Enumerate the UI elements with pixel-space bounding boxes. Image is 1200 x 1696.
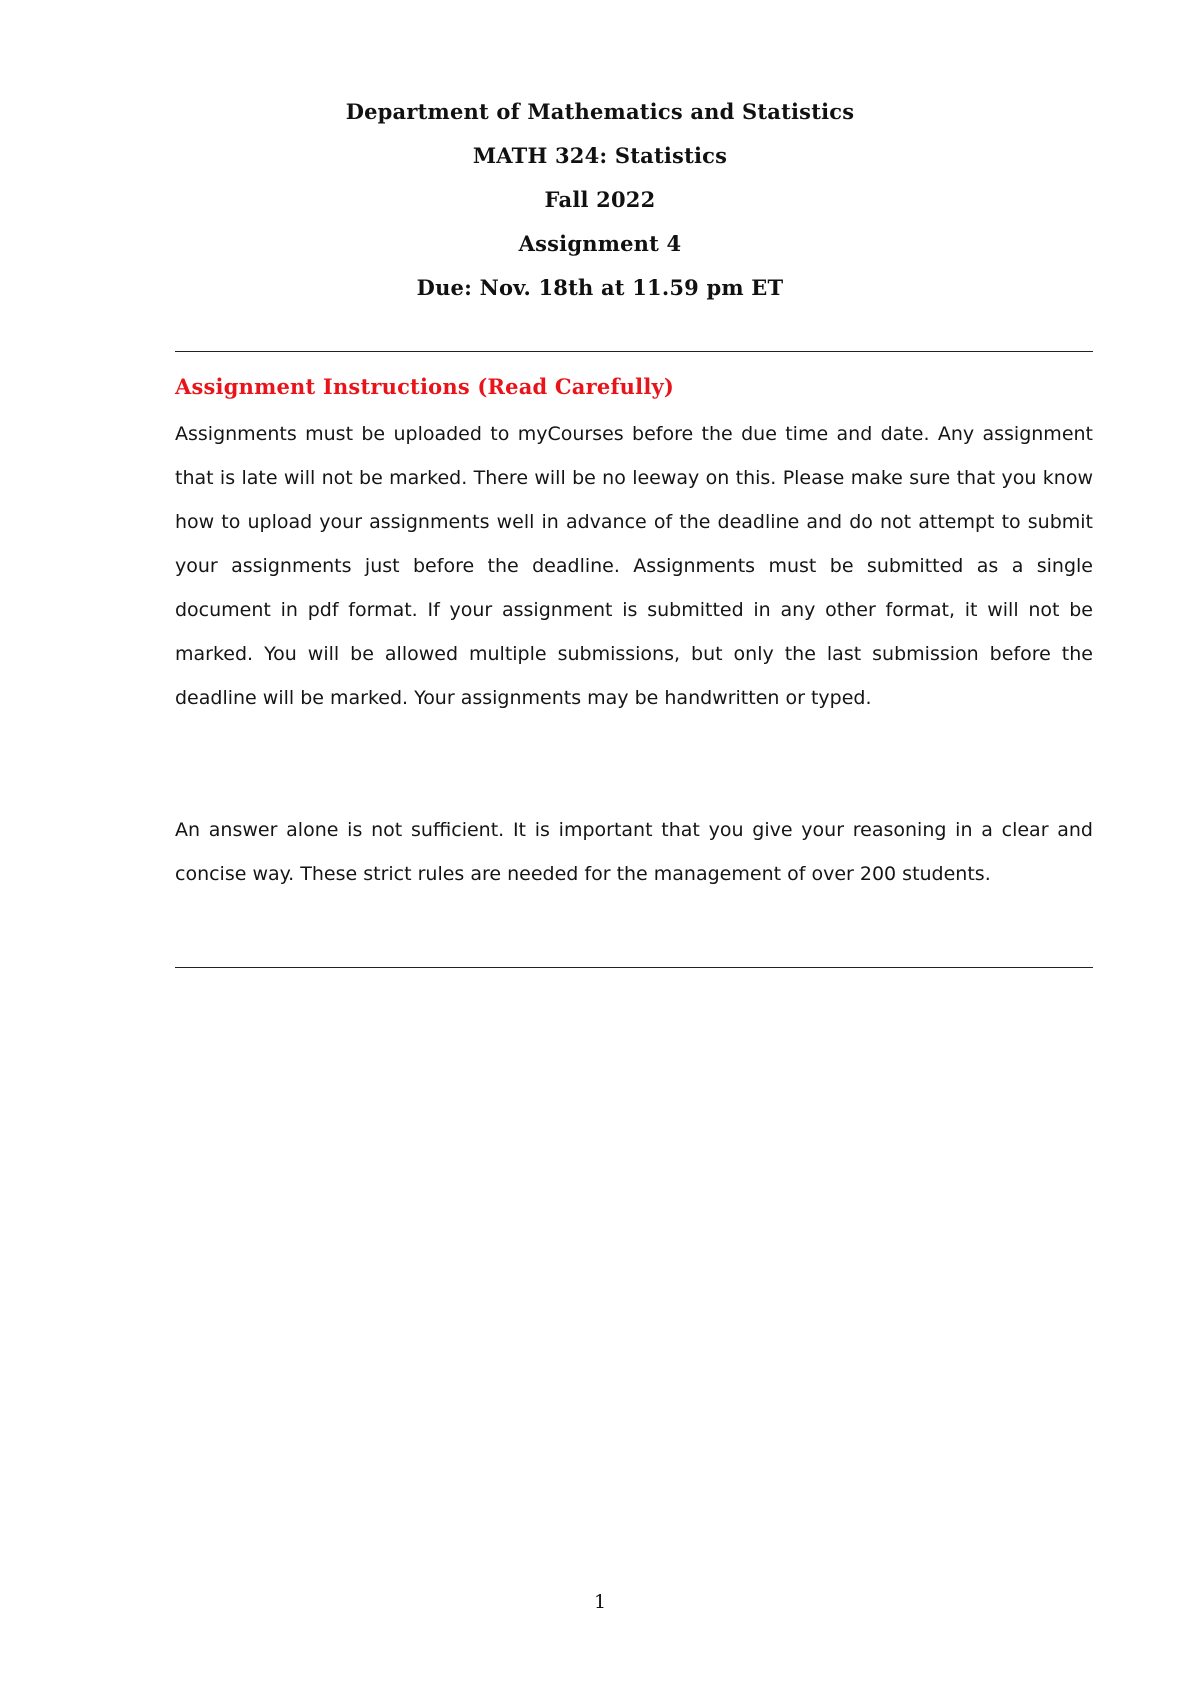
due-date: Due: Nov. 18th at 11.59 pm ET [416, 275, 784, 300]
instructions-paragraph-2: An answer alone is not sufficient. It is important that you give your reasoning in a clear and concise way. These strict rules are needed for the management of over 200 students. [175, 819, 1093, 885]
instructions-paragraph-1: Assignments must be uploaded to myCourses before the due time and date. Any assignment that is late will not be marked. There will be no leeway on this. Please make sure that you know how to upload your assignments well in advance of the deadline and do not attempt to submit your assignments just before the deadline. Assignments must be submitted as a single document in pdf format. If your assignment is submitted in any other format, it will not be marked. You will be allowed multiple submissions, but only the last submission before the deadline will be marked. Your assignments may be handwritten or typed. [175, 423, 1093, 709]
bottom-divider [175, 967, 1093, 968]
top-divider [175, 351, 1093, 352]
assignment-title: Assignment 4 [518, 231, 682, 256]
page-number: 1 [593, 1591, 607, 1613]
instructions-heading: Assignment Instructions (Read Carefully) [175, 374, 675, 399]
department-title: Department of Mathematics and Statistics [345, 99, 855, 124]
term-title: Fall 2022 [544, 187, 656, 212]
title-block [0, 100, 1200, 320]
course-title: MATH 324: Statistics [472, 143, 728, 168]
